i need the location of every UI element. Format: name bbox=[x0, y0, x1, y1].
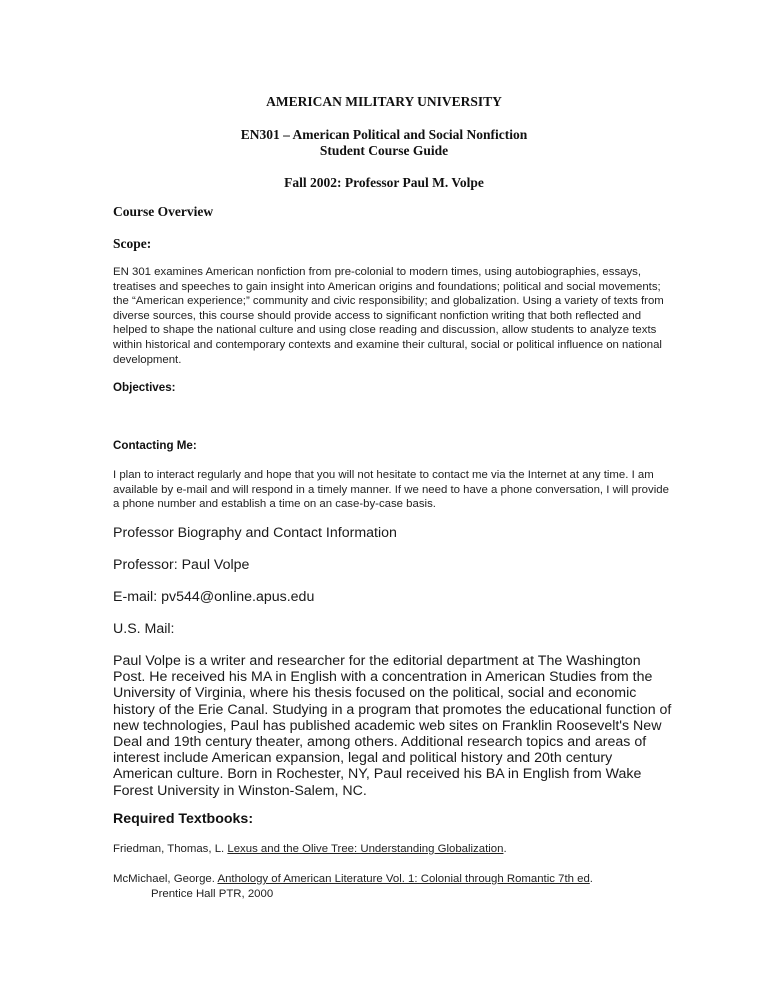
scope-heading: Scope: bbox=[113, 236, 152, 251]
textbook-title: Anthology of American Literature Vol. 1: Colonial through Romantic 7th ed bbox=[217, 873, 590, 885]
objectives-heading: Objectives: bbox=[113, 381, 176, 394]
email-line bbox=[113, 589, 673, 605]
course-overview-heading: Course Overview bbox=[113, 204, 214, 219]
professor-name: Professor: Paul Volpe bbox=[113, 557, 250, 573]
textbook-punct: . bbox=[503, 843, 507, 855]
textbook-title: Lexus and the Olive Tree: Understanding Globalization bbox=[227, 843, 504, 855]
scope-paragraph: EN 301 examines American nonfiction from pre-colonial to modern times, using autobiographies, essays, treatises and speeches to gain insight into American origins and foundations; political and social movements; the “American experience;” community and civic responsibility; and globalization. Using a variety of texts from diverse sources, this course should provide access to significant nonfiction writing that both reflected and helped to shape the national culture and using close reading and discussion, allow students to analyze texts within historical and contemporary contexts and examine their cultural, social or political influence on national development. bbox=[113, 266, 664, 366]
textbook-author: McMichael, George. bbox=[113, 873, 218, 885]
biography-paragraph: Paul Volpe is a writer and researcher for the editorial department at The Washington Post. He received his MA in English with a concentration in American Studies from the University of Virginia, where his thesis focused on the political, social and economic history of the Erie Canal. Studying in a program that promotes the educational function of new technologies, Paul has published academic web sites on Franklin Roosevelt's New Deal and 19th century theater, among others. Additional research topics and areas of interest include American expansion, legal and political history and 20th century American culture. Born in Rochester, NY, Paul received his BA in English from Wake Forest University in Winston-Salem, NC. bbox=[113, 653, 672, 799]
textbook-publisher: Prentice Hall PTR, 2000 bbox=[151, 887, 274, 900]
us-mail-line: U.S. Mail: bbox=[113, 621, 175, 637]
textbook-author: Friedman, Thomas, L. bbox=[113, 843, 228, 855]
course-title: EN301 – American Political and Social Nonfiction bbox=[240, 127, 528, 142]
contacting-heading: Contacting Me: bbox=[113, 439, 197, 452]
biography-heading: Professor Biography and Contact Information bbox=[113, 525, 397, 541]
textbook-item bbox=[113, 842, 673, 857]
textbooks-heading: Required Textbooks: bbox=[113, 811, 254, 827]
textbook-item bbox=[113, 872, 673, 901]
guide-title: Student Course Guide bbox=[319, 143, 449, 158]
institution-title: AMERICAN MILITARY UNIVERSITY bbox=[266, 94, 502, 109]
term-title: Fall 2002: Professor Paul M. Volpe bbox=[284, 175, 484, 190]
email-label: E-mail: bbox=[113, 589, 162, 605]
email-address[interactable]: pv544@online.apus.edu bbox=[161, 589, 315, 605]
contacting-paragraph: I plan to interact regularly and hope that you will not hesitate to contact me via the Internet at any time. I am available by e-mail and will respond in a timely manner. If we need to have a phone conversation, I will provide a phone number and establish a time on an case-by-case basis. bbox=[113, 469, 669, 511]
textbook-punct: . bbox=[589, 873, 593, 885]
